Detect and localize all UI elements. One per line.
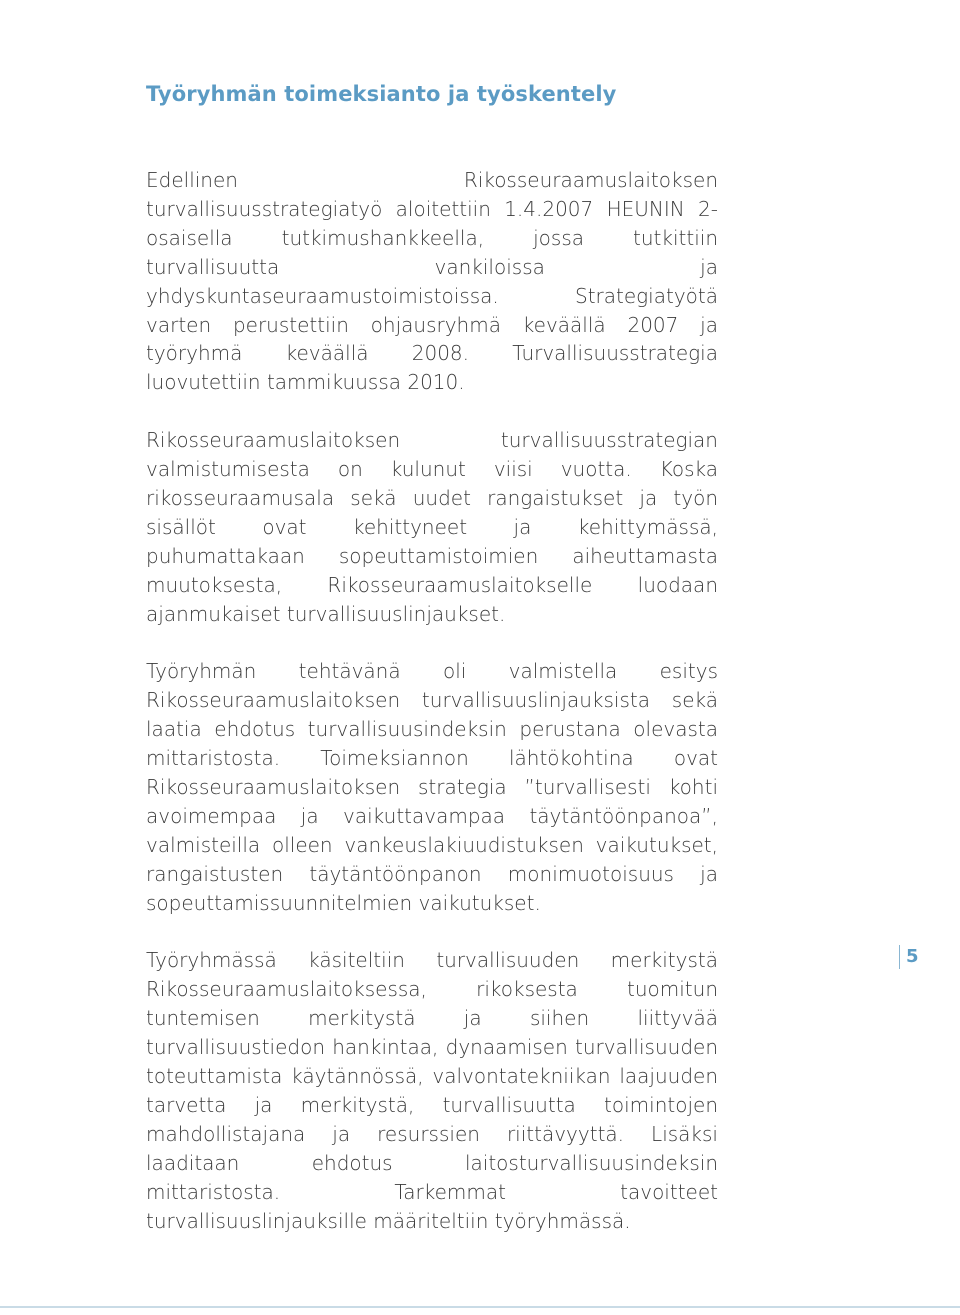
paragraph-4: Työryhmässä käsiteltiin turvallisuuden merkitystä Rikosseuraamuslaitoksessa, rikoksesta tuomitun tuntemisen merkitystä ja siihen liittyvää turvallisuustiedon hankintaa, dynaamisen turvallisuuden toteuttamista käytännössä, valvontatekniikan laajuuden tarvetta ja merkitystä, turvallisuutta toimintojen mahdollistajana ja resurssien riittävyyttä. Lisäksi laaditaan ehdotus laitosturvallisuusindeksin mittaristosta. Tarkemmat tavoitteet turvallisuuslinjauksille määriteltiin työryhmässä. — [146, 948, 718, 1233]
paragraph-2: Rikosseuraamuslaitoksen turvallisuusstrategian valmistumisesta on kulunut viisi vuotta. Koska rikosseuraamusala sekä uudet rangaistukset ja työn sisällöt ovat kehittyneet ja kehittymässä, puhumattakaan sopeuttamistoimien aiheuttamasta muutoksesta, Rikosseuraamuslaitokselle luodaan ajanmukaiset turvallisuuslinjaukset. — [146, 428, 718, 626]
section-heading: Työryhmän toimeksianto ja työskentely — [146, 82, 617, 106]
paragraph-3: Työryhmän tehtävänä oli valmistella esitys Rikosseuraamuslaitoksen turvallisuuslinjauksista sekä laatia ehdotus turvallisuusindeksin perustana olevasta mittaristosta. Toimeksiannon lähtökohtina ovat Rikosseuraamuslaitoksen strategia ”turvallisesti kohti avoimempaa ja vaikuttavampaa täytäntöönpanoa”, valmisteilla olleen vankeuslakiuudistuksen vaikutukset, rangaistusten täytäntöönpanon monimuotoisuus ja sopeuttamissuunnitelmien vaikutukset. — [146, 659, 718, 915]
body-text — [146, 166, 718, 1264]
bottom-divider — [0, 1306, 960, 1308]
paragraph-1: Edellinen Rikosseuraamuslaitoksen turvallisuusstrategiatyö aloitettiin 1.4.2007 HEUNIN 2-osaisella tutkimushankkeella, jossa tutkittiin turvallisuutta vankiloissa ja yhdyskuntaseuraamustoimistoissa. Strategiatyötä varten perustettiin ohjausryhmä keväällä 2007 ja työryhmä keväällä 2008. Turvallisuusstrategia luovutettiin tammikuussa 2010. — [146, 168, 718, 395]
page-number: 5 — [899, 945, 919, 969]
